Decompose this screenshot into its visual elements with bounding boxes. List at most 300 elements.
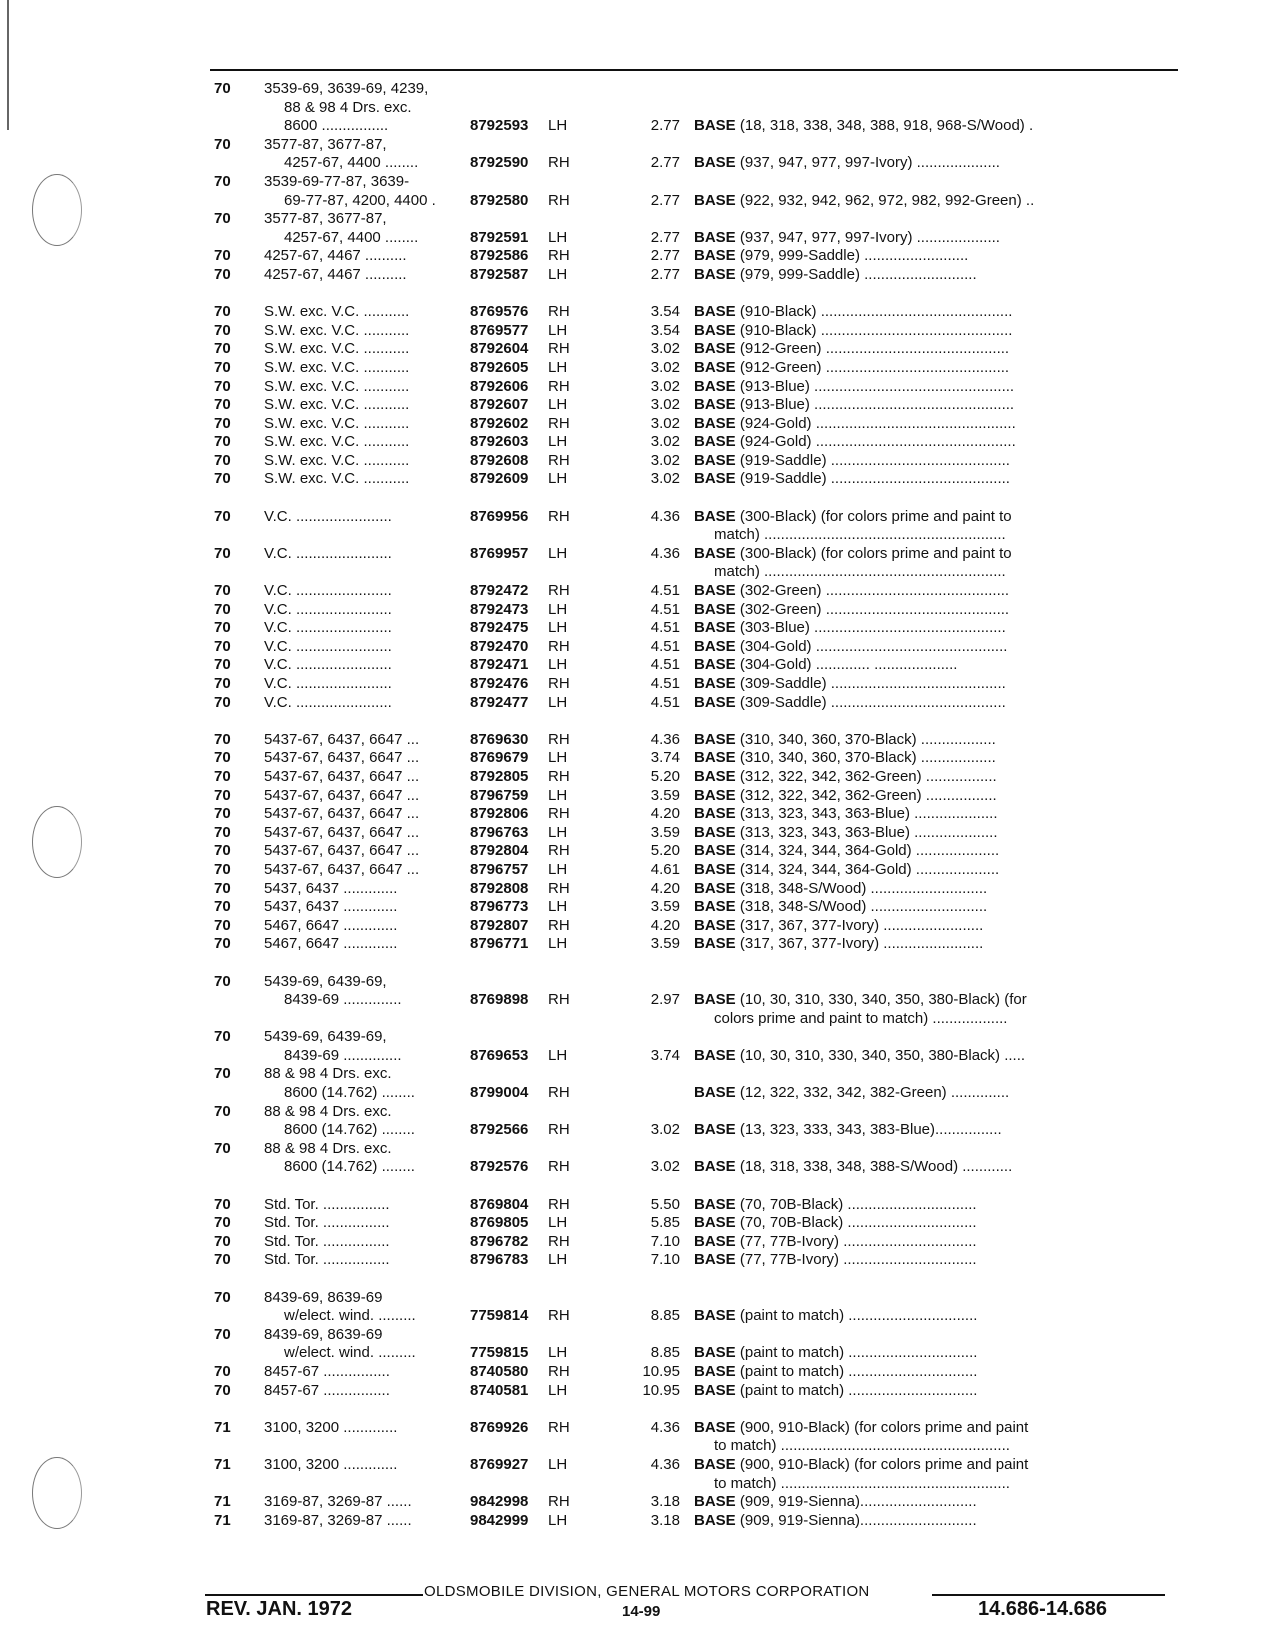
- list-price: 4.36: [650, 544, 680, 562]
- description-keyword: BASE: [694, 1493, 736, 1511]
- description-text: (912-Green) ............................................: [735, 340, 1010, 358]
- model-applicability: V.C. .......................: [264, 507, 392, 525]
- model-applicability: V.C. .......................: [264, 693, 392, 711]
- model-year: 70: [214, 303, 231, 321]
- side-code: RH: [548, 1121, 570, 1139]
- description-keyword: BASE: [694, 117, 736, 135]
- description-text: (paint to match) ...............................: [735, 1381, 978, 1399]
- part-number: 8769653: [470, 1046, 529, 1064]
- model-year: 70: [214, 544, 231, 562]
- part-row: [200, 303, 1180, 322]
- model-applicability: 3100, 3200 .............: [264, 1455, 398, 1473]
- list-price: 3.74: [650, 749, 680, 767]
- side-code: RH: [548, 1493, 570, 1511]
- part-description: [694, 638, 1118, 657]
- description-text: (910-Black) ..............................................: [735, 321, 1013, 339]
- side-code: RH: [548, 507, 570, 525]
- part-description: [694, 1382, 1118, 1401]
- model-year: 70: [214, 340, 231, 358]
- part-description: [694, 229, 1118, 248]
- description-keyword: BASE: [694, 935, 736, 953]
- list-price: 4.36: [650, 1455, 680, 1473]
- description-text: (70, 70B-Black) ...............................: [735, 1195, 977, 1213]
- part-description: [694, 582, 1118, 601]
- part-number: 8792586: [470, 247, 529, 265]
- description-keyword: BASE: [694, 396, 736, 414]
- model-applicability: 4257-67, 4467 ..........: [264, 247, 407, 265]
- part-description: [694, 1363, 1118, 1382]
- part-row: [200, 749, 1180, 768]
- model-applicability: 5467, 6647 .............: [264, 916, 398, 934]
- model-year: 70: [214, 451, 231, 469]
- description-keyword: BASE: [694, 507, 736, 525]
- part-description: [694, 340, 1118, 359]
- part-description: [694, 508, 1118, 527]
- model-year: 70: [214, 1251, 231, 1269]
- description-text: (302-Green) ............................................: [735, 600, 1010, 618]
- part-number: 8792591: [470, 228, 529, 246]
- part-row: [200, 99, 1180, 118]
- description-keyword: BASE: [694, 303, 736, 321]
- model-applicability: V.C. .......................: [264, 637, 392, 655]
- description-text: (304-Gold) ..............................................: [735, 637, 1008, 655]
- model-year: 71: [214, 1493, 231, 1511]
- part-description: [694, 359, 1118, 378]
- part-description: [694, 805, 1118, 824]
- description-text: (919-Saddle) ...........................................: [735, 470, 1010, 488]
- description-keyword: BASE: [694, 154, 736, 172]
- part-number: 8792566: [470, 1121, 529, 1139]
- part-number: 8799004: [470, 1084, 529, 1102]
- part-description: [694, 247, 1118, 266]
- description-text: (909, 919-Sienna)............................: [735, 1511, 977, 1529]
- model-year: 70: [214, 935, 231, 953]
- model-applicability: 3100, 3200 .............: [264, 1418, 398, 1436]
- part-number: 8796773: [470, 898, 529, 916]
- part-row: [200, 229, 1180, 248]
- side-code: RH: [548, 730, 570, 748]
- model-year: 70: [214, 582, 231, 600]
- description-text: (313, 323, 343, 363-Blue) ....................: [735, 805, 998, 823]
- description-text: (979, 999-Saddle) ...........................: [735, 265, 977, 283]
- list-price: 3.02: [650, 377, 680, 395]
- model-year: 70: [214, 749, 231, 767]
- model-year: 70: [214, 321, 231, 339]
- part-row: [200, 619, 1180, 638]
- part-row: [200, 1475, 1180, 1494]
- description-text: match) ..........................................................: [714, 563, 1006, 581]
- side-code: LH: [548, 1046, 568, 1064]
- description-text: (18, 318, 338, 348, 388-S/Wood) ............: [735, 1158, 1013, 1176]
- side-code: LH: [548, 1455, 568, 1473]
- list-price: 4.36: [650, 1418, 680, 1436]
- part-description: [694, 861, 1118, 880]
- part-number: 8796771: [470, 935, 529, 953]
- part-description: [694, 749, 1118, 768]
- footer-division: OLDSMOBILE DIVISION, GENERAL MOTORS CORPORATION: [424, 1583, 870, 1600]
- list-price: 7.10: [650, 1232, 680, 1250]
- part-number: 8792587: [470, 265, 529, 283]
- description-keyword: BASE: [694, 879, 736, 897]
- model-year: 70: [214, 172, 231, 190]
- list-price: 4.51: [650, 619, 680, 637]
- description-keyword: BASE: [694, 1046, 736, 1064]
- part-description: [694, 842, 1118, 861]
- description-keyword: BASE: [694, 265, 736, 283]
- part-number: 8796763: [470, 823, 529, 841]
- description-keyword: BASE: [694, 767, 736, 785]
- description-keyword: BASE: [694, 358, 736, 376]
- model-applicability: S.W. exc. V.C. ...........: [264, 433, 410, 451]
- description-text: (317, 367, 377-Ivory) ........................: [735, 935, 984, 953]
- description-text: (309-Saddle) ..........................................: [735, 675, 1006, 692]
- model-year: 70: [214, 210, 231, 228]
- part-row: [200, 805, 1180, 824]
- description-keyword: BASE: [694, 1084, 736, 1102]
- part-row: [200, 266, 1180, 285]
- part-number: 8769957: [470, 544, 529, 562]
- side-code: LH: [548, 600, 568, 618]
- description-text: (13, 323, 333, 343, 383-Blue)................: [735, 1121, 1002, 1139]
- model-year: 70: [214, 767, 231, 785]
- side-code: RH: [548, 916, 570, 934]
- part-description: [694, 1158, 1118, 1177]
- description-text: (303-Blue) ..............................................: [735, 619, 1006, 637]
- part-number: 8792473: [470, 600, 529, 618]
- model-applicability: 88 & 98 4 Drs. exc.: [264, 1102, 392, 1120]
- description-text: (77, 77B-Ivory) ................................: [735, 1251, 977, 1269]
- part-number: 8769927: [470, 1455, 529, 1473]
- model-year: 70: [214, 1102, 231, 1120]
- side-code: RH: [548, 247, 570, 265]
- model-applicability: 5437-67, 6437, 6647 ...: [264, 749, 420, 767]
- description-text: (900, 910-Black) (for colors prime and paint: [735, 1455, 1029, 1473]
- part-description: [714, 1475, 1118, 1494]
- part-row: [200, 787, 1180, 806]
- part-number: 8792603: [470, 433, 529, 451]
- part-description: [694, 322, 1118, 341]
- list-price: 3.02: [650, 470, 680, 488]
- model-year: 70: [214, 600, 231, 618]
- model-applicability: Std. Tor. ................: [264, 1195, 390, 1213]
- part-row: [200, 1233, 1180, 1252]
- model-year: 70: [214, 730, 231, 748]
- part-number: 8769898: [470, 991, 529, 1009]
- list-price: 8.85: [650, 1344, 680, 1362]
- list-price: 5.50: [650, 1195, 680, 1213]
- model-year: 70: [214, 786, 231, 804]
- description-text: (paint to match) ...............................: [735, 1362, 978, 1380]
- description-text: (10, 30, 310, 330, 340, 350, 380-Black) .....: [735, 1046, 1026, 1064]
- list-price: 2.97: [650, 991, 680, 1009]
- part-description: [694, 917, 1118, 936]
- part-description: [694, 898, 1118, 917]
- list-price: 2.77: [650, 228, 680, 246]
- model-applicability: V.C. .......................: [264, 675, 392, 692]
- model-applicability: V.C. .......................: [264, 600, 392, 618]
- revision-date: REV. JAN. 1972: [206, 1598, 353, 1620]
- model-applicability: 5437-67, 6437, 6647 ...: [264, 730, 420, 748]
- description-text: (310, 340, 360, 370-Black) ..................: [735, 749, 996, 767]
- model-applicability: S.W. exc. V.C. ...........: [264, 358, 410, 376]
- model-year: 70: [214, 1362, 231, 1380]
- side-code: LH: [548, 396, 568, 414]
- description-keyword: BASE: [694, 730, 736, 748]
- model-applicability: S.W. exc. V.C. ...........: [264, 321, 410, 339]
- part-row: [200, 768, 1180, 787]
- part-description: [714, 526, 1118, 545]
- description-text: (70, 70B-Black) ...............................: [735, 1214, 977, 1232]
- side-code: RH: [548, 1158, 570, 1176]
- part-description: [694, 378, 1118, 397]
- model-year: 70: [214, 1325, 231, 1343]
- description-text: (937, 947, 977, 997-Ivory) ....................: [735, 228, 1000, 246]
- part-description: [694, 266, 1118, 285]
- description-keyword: BASE: [694, 451, 736, 469]
- part-number: 8792471: [470, 656, 529, 674]
- model-year: 70: [214, 414, 231, 432]
- part-row: [200, 656, 1180, 675]
- part-description: [694, 619, 1118, 638]
- description-text: (paint to match) ...............................: [735, 1344, 978, 1362]
- model-applicability: w/elect. wind. .........: [284, 1344, 416, 1362]
- description-keyword: BASE: [694, 1511, 736, 1529]
- model-applicability: 8439-69 ..............: [284, 991, 402, 1009]
- model-applicability: V.C. .......................: [264, 582, 392, 600]
- description-keyword: BASE: [694, 544, 736, 562]
- model-applicability: 5437-67, 6437, 6647 ...: [264, 823, 420, 841]
- part-number: 8792606: [470, 377, 529, 395]
- list-price: 2.77: [650, 191, 680, 209]
- part-number: 8769630: [470, 730, 529, 748]
- description-keyword: BASE: [694, 582, 736, 600]
- list-price: 4.36: [650, 507, 680, 525]
- side-code: LH: [548, 1381, 568, 1399]
- part-row: [200, 508, 1180, 527]
- part-number: 8796757: [470, 860, 529, 878]
- side-code: LH: [548, 470, 568, 488]
- description-text: colors prime and paint to match) ..................: [714, 1009, 1008, 1027]
- part-number: 8740580: [470, 1362, 529, 1380]
- model-applicability: S.W. exc. V.C. ...........: [264, 303, 410, 321]
- list-price: 4.51: [650, 637, 680, 655]
- part-number: 8740581: [470, 1381, 529, 1399]
- description-text: (924-Gold) ................................................: [735, 433, 1016, 451]
- description-text: (922, 932, 942, 962, 972, 982, 992-Green) ..: [735, 191, 1035, 209]
- model-year: 70: [214, 916, 231, 934]
- model-applicability: S.W. exc. V.C. ...........: [264, 414, 410, 432]
- description-keyword: BASE: [694, 1214, 736, 1232]
- part-row: [200, 1047, 1180, 1066]
- model-year: 70: [214, 1288, 231, 1306]
- description-text: (paint to match) ...............................: [735, 1307, 978, 1325]
- model-applicability: S.W. exc. V.C. ...........: [264, 396, 410, 414]
- part-row: [200, 396, 1180, 415]
- part-description: [694, 935, 1118, 954]
- list-price: 3.02: [650, 1158, 680, 1176]
- model-year: 70: [214, 1065, 231, 1083]
- model-applicability: 5437-67, 6437, 6647 ...: [264, 860, 420, 878]
- side-code: LH: [548, 1251, 568, 1269]
- model-year: 70: [214, 1139, 231, 1157]
- side-code: RH: [548, 154, 570, 172]
- list-price: 3.02: [650, 451, 680, 469]
- part-row: [200, 1251, 1180, 1270]
- description-text: (10, 30, 310, 330, 340, 350, 380-Black) (for: [735, 991, 1027, 1009]
- model-applicability: 3577-87, 3677-87,: [264, 210, 387, 228]
- part-number: 7759815: [470, 1344, 529, 1362]
- part-number: 8769576: [470, 303, 529, 321]
- description-text: (909, 919-Sienna)............................: [735, 1493, 977, 1511]
- part-number: 8769805: [470, 1214, 529, 1232]
- part-row: [200, 880, 1180, 899]
- part-number: 8792807: [470, 916, 529, 934]
- list-price: 4.20: [650, 805, 680, 823]
- list-price: 3.59: [650, 823, 680, 841]
- part-description: [694, 768, 1118, 787]
- part-description: [694, 192, 1118, 211]
- model-year: 70: [214, 656, 231, 674]
- list-price: 3.54: [650, 303, 680, 321]
- model-year: 70: [214, 898, 231, 916]
- model-applicability: 69-77-87, 4200, 4400 .: [284, 191, 436, 209]
- model-year: 70: [214, 1195, 231, 1213]
- description-keyword: BASE: [694, 1251, 736, 1269]
- model-applicability: 3169-87, 3269-87 ......: [264, 1511, 412, 1529]
- part-row: [200, 842, 1180, 861]
- side-code: RH: [548, 637, 570, 655]
- model-applicability: 3539-69-77-87, 3639-: [264, 172, 410, 190]
- part-row: [200, 173, 1180, 192]
- part-description: [694, 880, 1118, 899]
- model-year: 70: [214, 1214, 231, 1232]
- footer-rule-right: [932, 1594, 1165, 1596]
- part-row: [200, 359, 1180, 378]
- part-row: [200, 1289, 1180, 1308]
- model-applicability: 8600 (14.762) ........: [284, 1084, 415, 1102]
- description-keyword: BASE: [694, 842, 736, 860]
- description-keyword: BASE: [694, 637, 736, 655]
- description-text: (913-Blue) ................................................: [735, 396, 1015, 414]
- model-year: 71: [214, 1455, 231, 1473]
- side-code: RH: [548, 1232, 570, 1250]
- list-price: 4.51: [650, 693, 680, 711]
- side-code: LH: [548, 1511, 568, 1529]
- model-year: 71: [214, 1511, 231, 1529]
- model-applicability: 5437-67, 6437, 6647 ...: [264, 786, 420, 804]
- description-text: (913-Blue) ................................................: [735, 377, 1015, 395]
- list-price: 3.18: [650, 1493, 680, 1511]
- part-description: [694, 675, 1118, 694]
- part-number: 8792806: [470, 805, 529, 823]
- part-row: [200, 378, 1180, 397]
- side-code: LH: [548, 860, 568, 878]
- description-keyword: BASE: [694, 786, 736, 804]
- list-price: 4.61: [650, 860, 680, 878]
- model-applicability: 8600 (14.762) ........: [284, 1158, 415, 1176]
- side-code: RH: [548, 1084, 570, 1102]
- model-applicability: 88 & 98 4 Drs. exc.: [264, 1065, 392, 1083]
- list-price: 3.02: [650, 414, 680, 432]
- model-year: 70: [214, 637, 231, 655]
- part-row: [200, 731, 1180, 750]
- side-code: LH: [548, 321, 568, 339]
- part-description: [694, 1344, 1118, 1363]
- part-row: [200, 1307, 1180, 1326]
- model-year: 70: [214, 358, 231, 376]
- list-price: 3.74: [650, 1046, 680, 1064]
- part-row: [200, 601, 1180, 620]
- part-description: [714, 563, 1118, 582]
- side-code: RH: [548, 805, 570, 823]
- description-keyword: BASE: [694, 247, 736, 265]
- list-price: 8.85: [650, 1307, 680, 1325]
- side-code: LH: [548, 619, 568, 637]
- punch-hole: [32, 1457, 82, 1529]
- description-text: (937, 947, 977, 997-Ivory) ....................: [735, 154, 1000, 172]
- model-year: 70: [214, 135, 231, 153]
- part-description: [694, 601, 1118, 620]
- part-number: 8792607: [470, 396, 529, 414]
- part-row: [200, 935, 1180, 954]
- model-applicability: Std. Tor. ................: [264, 1251, 390, 1269]
- model-year: 70: [214, 1232, 231, 1250]
- model-applicability: 3169-87, 3269-87 ......: [264, 1493, 412, 1511]
- list-price: 10.95: [642, 1381, 680, 1399]
- part-number: 8792590: [470, 154, 529, 172]
- model-applicability: 8439-69, 8639-69: [264, 1325, 383, 1343]
- part-number: 8792576: [470, 1158, 529, 1176]
- part-number: 8792808: [470, 879, 529, 897]
- side-code: RH: [548, 1307, 570, 1325]
- side-code: RH: [548, 451, 570, 469]
- side-code: RH: [548, 1362, 570, 1380]
- model-year: 70: [214, 823, 231, 841]
- part-row: [200, 1028, 1180, 1047]
- part-description: [694, 1084, 1118, 1103]
- part-description: [694, 1493, 1118, 1512]
- description-text: (312, 322, 342, 362-Green) .................: [735, 767, 997, 785]
- description-text: (318, 348-S/Wood) ............................: [735, 879, 988, 897]
- part-row: [200, 861, 1180, 880]
- part-number: 8792605: [470, 358, 529, 376]
- part-description: [714, 1010, 1118, 1029]
- part-description: [694, 1419, 1118, 1438]
- list-price: 4.51: [650, 582, 680, 600]
- description-keyword: BASE: [694, 1195, 736, 1213]
- model-applicability: 5437, 6437 .............: [264, 898, 398, 916]
- section-code: 14.686-14.686: [978, 1598, 1108, 1620]
- description-text: (910-Black) ..............................................: [735, 303, 1013, 321]
- description-keyword: BASE: [694, 433, 736, 451]
- part-description: [694, 731, 1118, 750]
- part-number: 8769926: [470, 1418, 529, 1436]
- part-number: 8792476: [470, 675, 529, 692]
- part-row: [200, 824, 1180, 843]
- side-code: RH: [548, 842, 570, 860]
- page-number: 14-99: [622, 1603, 661, 1620]
- description-keyword: BASE: [694, 1381, 736, 1399]
- model-year: 70: [214, 377, 231, 395]
- part-number: 8796782: [470, 1232, 529, 1250]
- part-row: [200, 1158, 1180, 1177]
- model-year: 70: [214, 396, 231, 414]
- part-number: 8792602: [470, 414, 529, 432]
- description-text: (979, 999-Saddle) .........................: [735, 247, 969, 265]
- description-keyword: BASE: [694, 693, 736, 711]
- part-row: [200, 415, 1180, 434]
- side-code: RH: [548, 991, 570, 1009]
